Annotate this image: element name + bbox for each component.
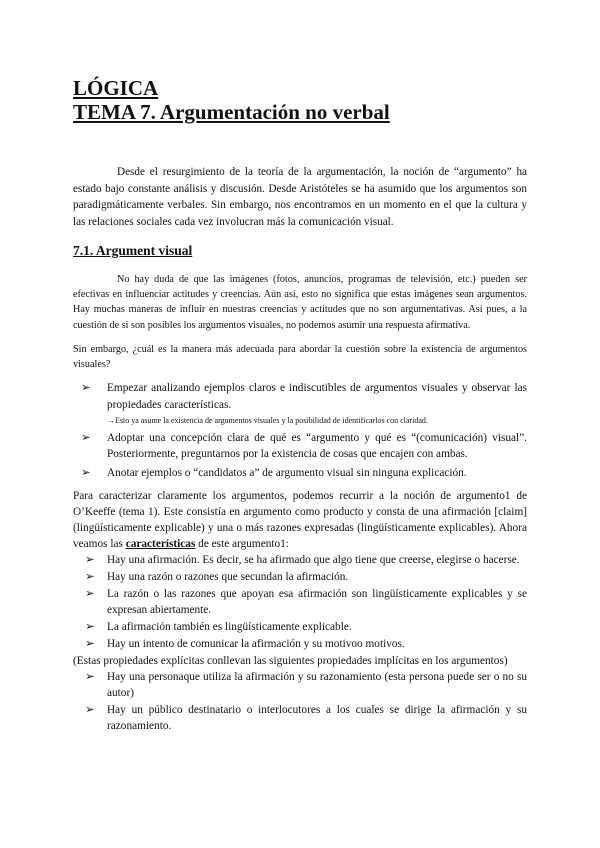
list-item-text: Hay una personaque utiliza la afirmación y su razonamiento (esta persona puede ser o no su autor) [107, 670, 527, 699]
list-item-text: Hay un público destinatario o interlocutores a los cuales se dirige la afirmación y su razonamiento. [107, 703, 527, 732]
section-paragraph-4: (Estas propiedades explícitas conllevan las siguientes propiedades implícitas en los argumentos) [73, 654, 508, 667]
paragraph-3-lead: Para caracterizar claramente los argumentos, podemos recurrir a la noción de argumento1 de O’Keeffe (tema 1). Este consistía en argumento como producto y consta de una afirmación [claim] (lingüísticamente explicable) y una o más razones expresadas (lingüísticamente explicables). Ahora veamos las [73, 489, 527, 550]
section-paragraph-2: Sin embargo, ¿cuál es la manera más adecuada para abordar la cuestión sobre la existencia de argumentos visuales? [73, 343, 527, 371]
list-item [73, 636, 527, 652]
section-paragraph-1: No hay duda de que las imágenes (fotos, anuncios, programas de televisión, etc.) pueden ser efectivas en influenciar actitudes y creencias. Aún así, esto no significa que estas imágenes sean argumentos. Hay muchas maneras de influir en nuestras creencias y actitudes que no son argumentativas. Así pues, a la cuestión de si son posibles los argumentos visuales, no podemos asumir una respuesta afirmativa. [73, 274, 527, 331]
arrow-bullet-icon: ➢ [85, 553, 95, 566]
topic-title: TEMA 7. Argumentación no verbal [73, 100, 390, 124]
arrow-bullet-icon: ➢ [85, 670, 95, 683]
explicit-properties-list [73, 552, 527, 652]
section-title: 7.1. Argument visual [73, 243, 193, 258]
implicit-properties-list [73, 669, 527, 734]
section-paragraph-3 [73, 488, 527, 552]
list-item [73, 465, 527, 481]
arrow-bullet-icon: ➢ [85, 620, 95, 633]
characteristics-emphasis: características [125, 537, 196, 550]
arrow-bullet-icon: ➢ [85, 637, 95, 650]
list-item [73, 430, 527, 463]
list-item-text: La razón o las razones que apoyan esa afirmación son lingüísticamente explicables y se expresan abiertamente. [107, 587, 527, 616]
list-item [73, 586, 527, 618]
arrow-bullet-icon: ➢ [81, 467, 91, 480]
list-item [73, 569, 527, 585]
list-item [73, 669, 527, 701]
list-item [73, 702, 527, 734]
list-item [73, 552, 527, 568]
list-item [73, 380, 527, 427]
list-item-text: Hay una razón o razones que secundan la afirmación. [107, 570, 349, 583]
list-item-text: La afirmación también es lingüísticamente explicable. [107, 620, 352, 633]
arrow-bullet-icon: ➢ [81, 382, 91, 395]
list-item-text: Hay una afirmación. Es decir, se ha afirmado que algo tiene que creerse, elegirse o hacerse. [107, 553, 520, 566]
subject-title: LÓGICA [73, 76, 159, 100]
arrow-bullet-icon: ➢ [85, 570, 95, 583]
intro-paragraph: Desde el resurgimiento de la teoría de la argumentación, la noción de “argumento” ha estado bajo constante análisis y discusión. Desde Aristóteles se ha asumido que los argumentos son paradigmáticamente verbales. Sin embargo, nos encontramos en un momento en el que la cultura y las relaciones sociales cada vez involucran más la comunicación visual. [73, 166, 527, 228]
approach-list [73, 380, 527, 481]
paragraph-3-tail: de este argumento1: [195, 537, 289, 550]
list-item-text: Hay un intento de comunicar la afirmación y su motivoo motivos. [107, 637, 405, 650]
list-item-text: Empezar analizando ejemplos claros e indiscutibles de argumentos visuales y observar las propiedades características. [107, 382, 527, 411]
list-item-note: →Esto ya asume la existencia de argumentos visuales y la posibilidad de identificarlos con claridad. [107, 415, 428, 425]
arrow-bullet-icon: ➢ [85, 587, 95, 600]
list-item-text: Adoptar una concepción clara de qué es “argumento y qué es “(comunicación) visual”. Posteriormente, preguntarnos por la existencia de cosas que encajen con ambas. [107, 431, 527, 461]
arrow-bullet-icon: ➢ [81, 431, 91, 444]
list-item [73, 619, 527, 635]
arrow-bullet-icon: ➢ [85, 703, 95, 716]
list-item-text: Anotar ejemplos o “candidatos a” de argumento visual sin ninguna explicación. [107, 467, 467, 480]
